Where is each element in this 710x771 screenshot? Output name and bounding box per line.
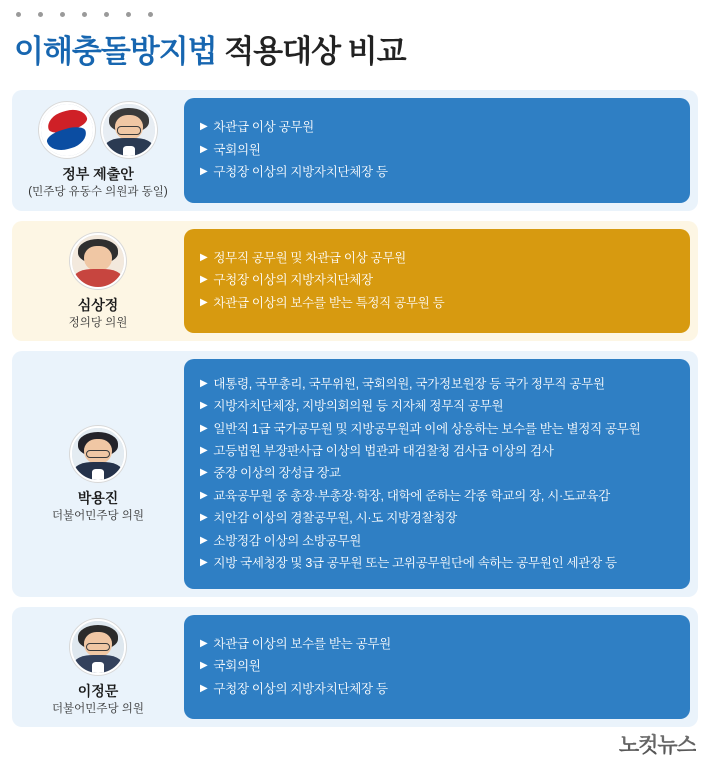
triangle-bullet-icon: ▶ bbox=[200, 400, 208, 412]
page-title bbox=[14, 26, 406, 71]
person-name: 심상정 bbox=[77, 296, 119, 313]
avatar bbox=[70, 233, 126, 289]
list-item bbox=[200, 294, 676, 313]
list-item bbox=[200, 532, 676, 551]
list-item-text: 구청장 이상의 지방자치단체장 등 bbox=[213, 681, 388, 696]
triangle-bullet-icon: ▶ bbox=[200, 660, 208, 672]
list-item bbox=[200, 249, 676, 268]
avatar bbox=[101, 102, 157, 158]
list-item-text: 구청장 이상의 지방자치단체장 bbox=[213, 273, 373, 288]
list-item bbox=[200, 442, 676, 461]
triangle-bullet-icon: ▶ bbox=[200, 296, 208, 308]
list-item-text: 정무직 공무원 및 차관급 이상 공무원 bbox=[213, 250, 406, 265]
table-row bbox=[12, 90, 698, 211]
avatar-group bbox=[70, 426, 126, 482]
triangle-bullet-icon: ▶ bbox=[200, 377, 208, 389]
list-item-text: 소방정감 이상의 소방공무원 bbox=[213, 533, 362, 548]
table-row bbox=[12, 351, 698, 596]
triangle-bullet-icon: ▶ bbox=[200, 422, 208, 434]
decorative-dots bbox=[16, 12, 153, 17]
person-block bbox=[12, 90, 184, 211]
list-item-text: 일반직 1급 국가공무원 및 지방공무원과 이에 상응하는 보수를 받는 별정직 공무원 bbox=[213, 421, 641, 436]
list-item-text: 교육공무원 중 총장·부총장·학장, 대학에 준하는 각종 학교의 장, 시·도교육감 bbox=[213, 488, 610, 503]
avatar-group bbox=[70, 619, 126, 675]
page-title-accent: 이해충돌방지법 bbox=[14, 34, 217, 69]
triangle-bullet-icon: ▶ bbox=[200, 682, 208, 694]
government-emblem-icon bbox=[39, 102, 95, 158]
list-item bbox=[200, 464, 676, 483]
bullet-panel bbox=[184, 615, 690, 720]
triangle-bullet-icon: ▶ bbox=[200, 274, 208, 286]
person-subtitle: 더불어민주당 의원 bbox=[51, 702, 145, 715]
list-item bbox=[200, 509, 676, 528]
triangle-bullet-icon: ▶ bbox=[200, 638, 208, 650]
page-title-plain: 적용대상 비교 bbox=[216, 34, 406, 69]
list-item-text: 구청장 이상의 지방자치단체장 등 bbox=[213, 165, 388, 180]
triangle-bullet-icon: ▶ bbox=[200, 534, 208, 546]
list-item-text: 중장 이상의 장성급 장교 bbox=[213, 466, 341, 481]
person-block bbox=[12, 351, 184, 596]
avatar-group bbox=[39, 102, 157, 158]
list-item bbox=[200, 163, 676, 182]
list-item bbox=[200, 487, 676, 506]
list-item bbox=[200, 680, 676, 699]
list-item-text: 치안감 이상의 경찰공무원, 시·도 지방경찰청장 bbox=[213, 511, 457, 526]
list-item-text: 차관급 이상 공무원 bbox=[213, 120, 314, 135]
triangle-bullet-icon: ▶ bbox=[200, 445, 208, 457]
list-item bbox=[200, 375, 676, 394]
list-item-text: 차관급 이상의 보수를 받는 특정직 공무원 등 bbox=[213, 295, 445, 310]
person-subtitle: 더불어민주당 의원 bbox=[51, 509, 145, 522]
triangle-bullet-icon: ▶ bbox=[200, 251, 208, 263]
triangle-bullet-icon: ▶ bbox=[200, 556, 208, 568]
list-item bbox=[200, 420, 676, 439]
list-item-text: 지방 국세청장 및 3급 공무원 또는 고위공무원단에 속하는 공무원인 세관장 등 bbox=[213, 555, 617, 570]
list-item bbox=[200, 657, 676, 676]
list-item bbox=[200, 118, 676, 137]
bullet-panel bbox=[184, 98, 690, 203]
triangle-bullet-icon: ▶ bbox=[200, 512, 208, 524]
person-block bbox=[12, 221, 184, 342]
person-subtitle: 정의당 의원 bbox=[68, 316, 128, 329]
list-item-text: 고등법원 부장판사급 이상의 법관과 대검찰청 검사급 이상의 검사 bbox=[213, 444, 554, 459]
list-item-text: 국회의원 bbox=[213, 142, 261, 157]
triangle-bullet-icon: ▶ bbox=[200, 489, 208, 501]
triangle-bullet-icon: ▶ bbox=[200, 143, 208, 155]
list-item-text: 차관급 이상의 보수를 받는 공무원 bbox=[213, 637, 391, 652]
list-item bbox=[200, 635, 676, 654]
avatar bbox=[70, 619, 126, 675]
triangle-bullet-icon: ▶ bbox=[200, 467, 208, 479]
table-row bbox=[12, 221, 698, 342]
person-name: 박용진 bbox=[77, 489, 119, 506]
person-name: 정부 제출안 bbox=[62, 166, 134, 182]
person-subtitle: (민주당 유동수 의원과 동일) bbox=[28, 186, 168, 199]
person-name: 이정문 bbox=[77, 682, 119, 699]
list-item bbox=[200, 397, 676, 416]
table-row bbox=[12, 607, 698, 728]
comparison-rows bbox=[12, 90, 698, 737]
list-item-text: 국회의원 bbox=[213, 659, 261, 674]
list-item-text: 대통령, 국무총리, 국무위원, 국회의원, 국가정보원장 등 국가 정무직 공무원 bbox=[213, 376, 605, 391]
bullet-panel bbox=[184, 359, 690, 588]
list-item bbox=[200, 554, 676, 573]
triangle-bullet-icon: ▶ bbox=[200, 166, 208, 178]
triangle-bullet-icon: ▶ bbox=[200, 121, 208, 133]
list-item bbox=[200, 141, 676, 160]
list-item bbox=[200, 271, 676, 290]
bullet-panel bbox=[184, 229, 690, 334]
list-item-text: 지방자치단체장, 지방의회의원 등 지자체 정무직 공무원 bbox=[213, 399, 504, 414]
person-block bbox=[12, 607, 184, 728]
avatar-group bbox=[70, 233, 126, 289]
publisher-logo: 노컷뉴스 bbox=[619, 729, 696, 759]
avatar bbox=[70, 426, 126, 482]
